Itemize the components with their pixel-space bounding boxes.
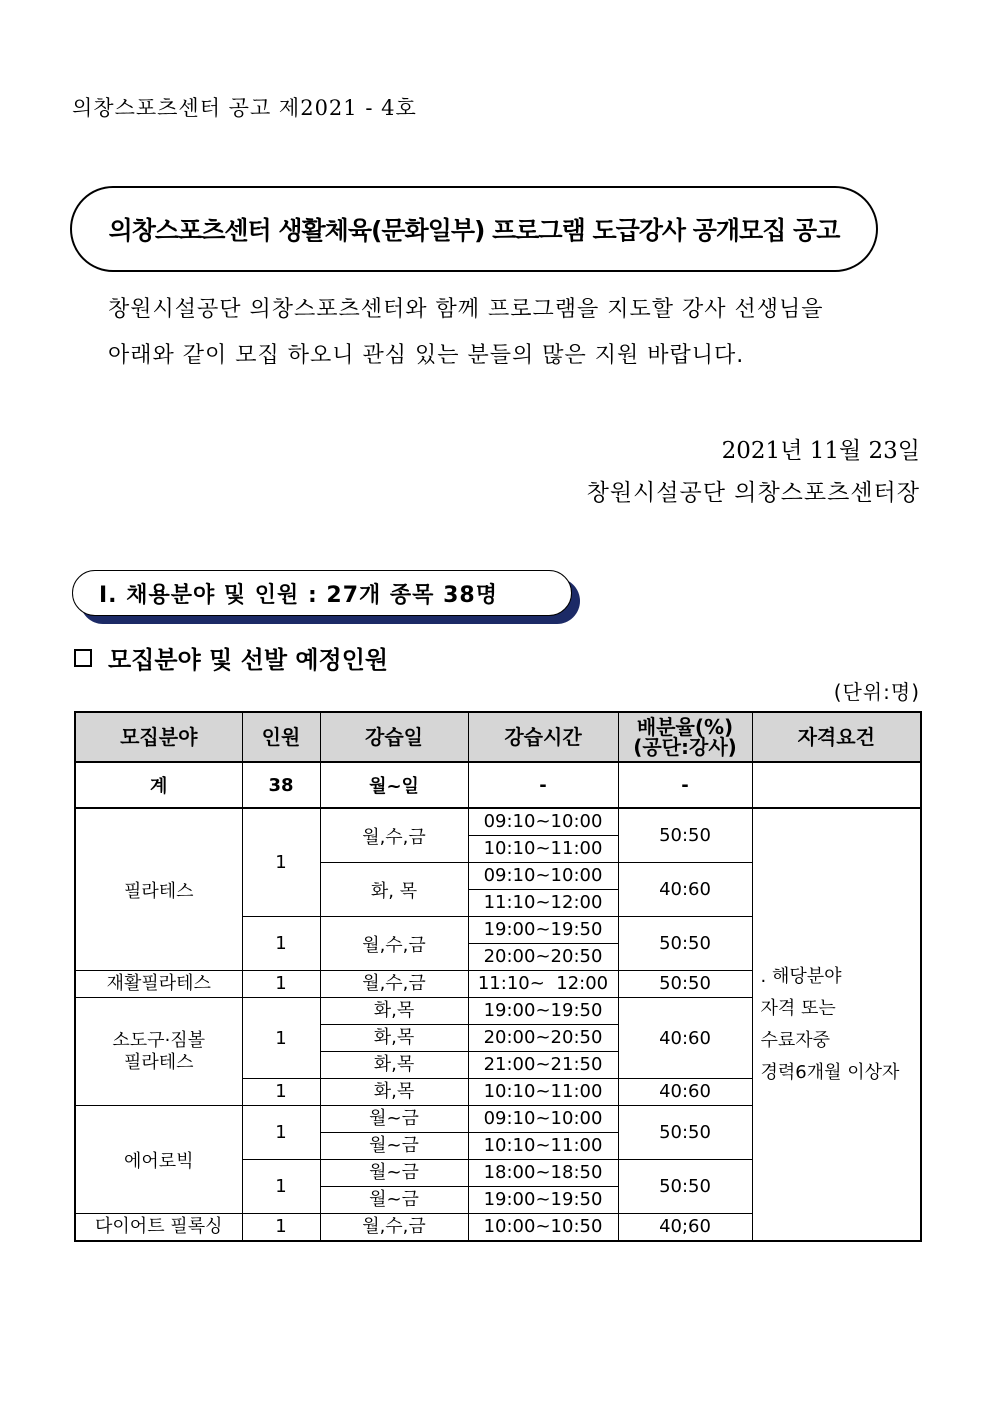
time-cell: 18:00~18:50 — [468, 1160, 618, 1187]
issuing-organization: 창원시설공단 의창스포츠센터장 — [586, 480, 920, 506]
header-qualification: 자격요건 — [752, 712, 921, 762]
ratio-cell: 40;60 — [618, 1214, 752, 1242]
intro-line-1: 창원시설공단 의창스포츠센터와 함께 프로그램을 지도할 강사 선생님을 — [108, 297, 824, 322]
field-aerobics: 에어로빅 — [75, 1106, 242, 1214]
section-heading-box — [72, 570, 572, 616]
qualification-line: 수료자중 — [760, 1029, 831, 1051]
field-props-pilates — [75, 998, 242, 1106]
days-cell: 월,수,금 — [320, 917, 468, 971]
count-cell: 1 — [242, 917, 320, 971]
total-days: 월~일 — [320, 762, 468, 808]
qualification-line: 경력6개월 이상자 — [760, 1061, 900, 1083]
count-cell: 1 — [242, 1106, 320, 1160]
time-cell: 10:10~11:00 — [468, 836, 618, 863]
qualification-line: 자격 또는 — [760, 997, 836, 1019]
time-cell: 19:00~19:50 — [468, 1187, 618, 1214]
time-cell: 10:10~11:00 — [468, 1079, 618, 1106]
time-cell: 09:10~10:00 — [468, 808, 618, 836]
days-cell: 화,목 — [320, 998, 468, 1025]
time-cell: 19:00~19:50 — [468, 998, 618, 1025]
total-count: 38 — [242, 762, 320, 808]
time-cell: 10:10~11:00 — [468, 1133, 618, 1160]
page-title: 의창스포츠센터 생활체육(문화일부) 프로그램 도급강사 공개모집 공고 — [108, 216, 840, 245]
header-ratio — [618, 712, 752, 762]
count-cell: 1 — [242, 1214, 320, 1242]
header-ratio-line1: 배분율(%) — [636, 715, 734, 739]
notice-date: 2021년 11월 23일 — [721, 438, 920, 464]
table-total-row — [75, 762, 921, 808]
days-cell: 화,목 — [320, 1079, 468, 1106]
title-box — [70, 186, 878, 272]
field-props-line2: 필라테스 — [123, 1051, 194, 1073]
header-field: 모집분야 — [75, 712, 242, 762]
intro-line-2: 아래와 같이 모집 하오니 관심 있는 분들의 많은 지원 바랍니다. — [108, 343, 745, 368]
time-cell: 11:10~ 12:00 — [468, 971, 618, 998]
count-cell: 1 — [242, 971, 320, 998]
field-rehab-pilates: 재활필라테스 — [75, 971, 242, 998]
field-props-line1: 소도구·짐볼 — [112, 1029, 206, 1051]
section-heading: Ⅰ. 채용분야 및 인원 : 27개 종목 38명 — [99, 582, 498, 608]
time-cell: 09:10~10:00 — [468, 863, 618, 890]
total-qualification — [752, 762, 921, 808]
time-cell: 10:00~10:50 — [468, 1214, 618, 1242]
table-row — [75, 808, 921, 836]
time-cell: 20:00~20:50 — [468, 1025, 618, 1052]
days-cell: 월,수,금 — [320, 808, 468, 863]
time-cell: 11:10~12:00 — [468, 890, 618, 917]
days-cell: 화, 목 — [320, 863, 468, 917]
sub-heading-text: 모집분야 및 선발 예정인원 — [108, 646, 389, 674]
recruitment-table — [74, 711, 922, 1242]
unit-note: (단위:명) — [833, 680, 920, 704]
time-cell: 20:00~20:50 — [468, 944, 618, 971]
sub-heading — [74, 640, 388, 675]
ratio-cell: 40:60 — [618, 863, 752, 917]
days-cell: 월~금 — [320, 1187, 468, 1214]
time-cell: 09:10~10:00 — [468, 1106, 618, 1133]
count-cell: 1 — [242, 1079, 320, 1106]
checkbox-square-icon — [74, 649, 92, 667]
days-cell: 화,목 — [320, 1052, 468, 1079]
ratio-cell: 50:50 — [618, 1160, 752, 1214]
qualification-line: . 해당분야 — [760, 965, 842, 987]
qualification-cell — [752, 808, 921, 1241]
ratio-cell: 50:50 — [618, 971, 752, 998]
total-field: 계 — [75, 762, 242, 808]
days-cell: 월~금 — [320, 1133, 468, 1160]
days-cell: 월,수,금 — [320, 1214, 468, 1242]
total-time: - — [468, 762, 618, 808]
table-header-row — [75, 712, 921, 762]
ratio-cell: 50:50 — [618, 808, 752, 863]
header-count: 인원 — [242, 712, 320, 762]
ratio-cell: 40:60 — [618, 1079, 752, 1106]
count-cell: 1 — [242, 808, 320, 917]
ratio-cell: 40:60 — [618, 998, 752, 1079]
days-cell: 월,수,금 — [320, 971, 468, 998]
time-cell: 21:00~21:50 — [468, 1052, 618, 1079]
count-cell: 1 — [242, 998, 320, 1079]
notice-number: 의창스포츠센터 공고 제2021 - 4호 — [72, 96, 417, 120]
field-diet-piloxing: 다이어트 필록싱 — [75, 1214, 242, 1242]
total-ratio: - — [618, 762, 752, 808]
recruitment-table-wrapper — [74, 711, 920, 1242]
header-days: 강습일 — [320, 712, 468, 762]
time-cell: 19:00~19:50 — [468, 917, 618, 944]
ratio-cell: 50:50 — [618, 917, 752, 971]
days-cell: 화,목 — [320, 1025, 468, 1052]
days-cell: 월~금 — [320, 1106, 468, 1133]
field-pilates: 필라테스 — [75, 808, 242, 971]
header-time: 강습시간 — [468, 712, 618, 762]
count-cell: 1 — [242, 1160, 320, 1214]
days-cell: 월~금 — [320, 1160, 468, 1187]
ratio-cell: 50:50 — [618, 1106, 752, 1160]
header-ratio-line2: (공단:강사) — [633, 735, 737, 759]
